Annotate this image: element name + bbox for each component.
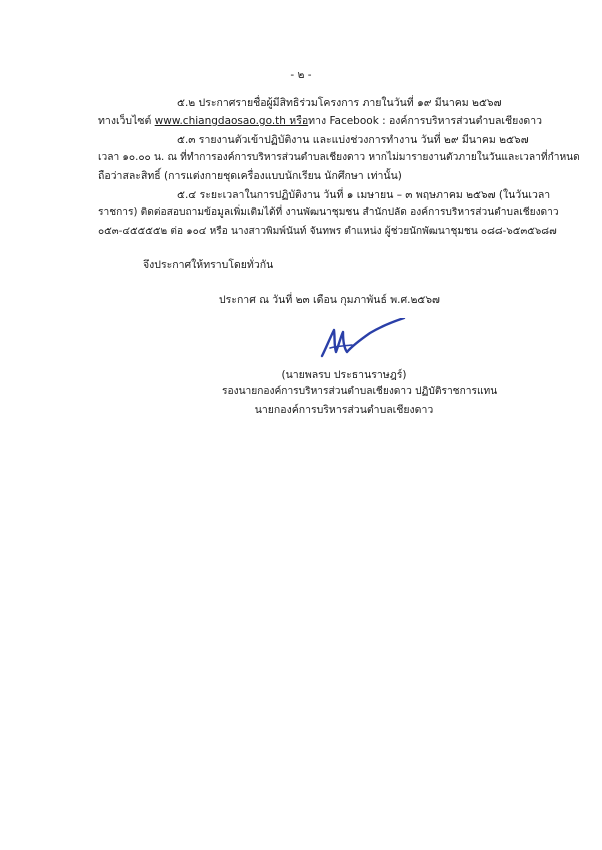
- section-5-2-line-1: ๕.๒ ประกาศรายชื่อผู้มีสิทธิร่วมโครงการ ภายในวันที่ ๑๙ มีนาคม ๒๕๖๗: [177, 97, 502, 109]
- announcement-statement: จึงประกาศให้ทราบโดยทั่วกัน: [143, 259, 274, 271]
- or-text: หรือ: [285, 115, 309, 127]
- section-5-3-line-1: ๕.๓ รายงานตัวเข้าปฏิบัติงาน และแบ่งช่วงการทำงาน วันที่ ๒๙ มีนาคม ๒๕๖๗: [177, 134, 529, 146]
- announcement-date: ประกาศ ณ วันที่ ๒๓ เดือน กุมภาพันธ์ พ.ศ.๒๕๖๗: [219, 294, 440, 306]
- section-5-4-line-1: ๕.๔ ระยะเวลาในการปฏิบัติงาน วันที่ ๑ เมษายน – ๓ พฤษภาคม ๒๕๖๗ (ในวันเวลา: [177, 189, 551, 201]
- signer-name: (นายพลรบ ประธานราษฎร์): [281, 369, 407, 381]
- section-5-4-line-3: ๐๕๓-๔๕๕๕๕๒ ต่อ ๑๐๔ หรือ นางสาวพิมพ์นันท์ จันทพร ตำแหน่ง ผู้ช่วยนักพัฒนาชุมชน ๐๘๘-๖๕๓๕๖๘๗: [98, 226, 557, 237]
- section-5-2-suffix: ทาง Facebook : องค์การบริหารส่วนตำบลเชียงดาว: [308, 115, 543, 127]
- signer-position-2: นายกองค์การบริหารส่วนตำบลเชียงดาว: [254, 404, 434, 416]
- page-number: - ๒ -: [290, 69, 312, 81]
- website-link[interactable]: www.chiangdaosao.go.th: [154, 115, 286, 127]
- section-5-3-line-2: เวลา ๑๐.๐๐ น. ณ ที่ทำการองค์การบริหารส่วนตำบลเชียงดาว หากไม่มารายงานตัวภายในวันและเวลาที่กำหนด: [98, 152, 580, 163]
- section-5-4-line-2: ราชการ) ติดต่อสอบถามข้อมูลเพิ่มเติมได้ที่ งานพัฒนาชุมชน สำนักปลัด องค์การบริหารส่วนตำบลเชียงดาว: [98, 207, 559, 218]
- signature-image: [312, 318, 408, 364]
- signer-position-1: รองนายกองค์การบริหารส่วนตำบลเชียงดาว ปฏิบัติราชการแทน: [222, 386, 498, 397]
- section-5-3-line-3: ถือว่าสละสิทธิ์ (การแต่งกายชุดเครื่องแบบนักเรียน นักศึกษา เท่านั้น): [98, 170, 402, 182]
- section-5-2-line-2: [98, 114, 542, 128]
- section-5-2-prefix: ทางเว็บไซต์: [98, 115, 155, 127]
